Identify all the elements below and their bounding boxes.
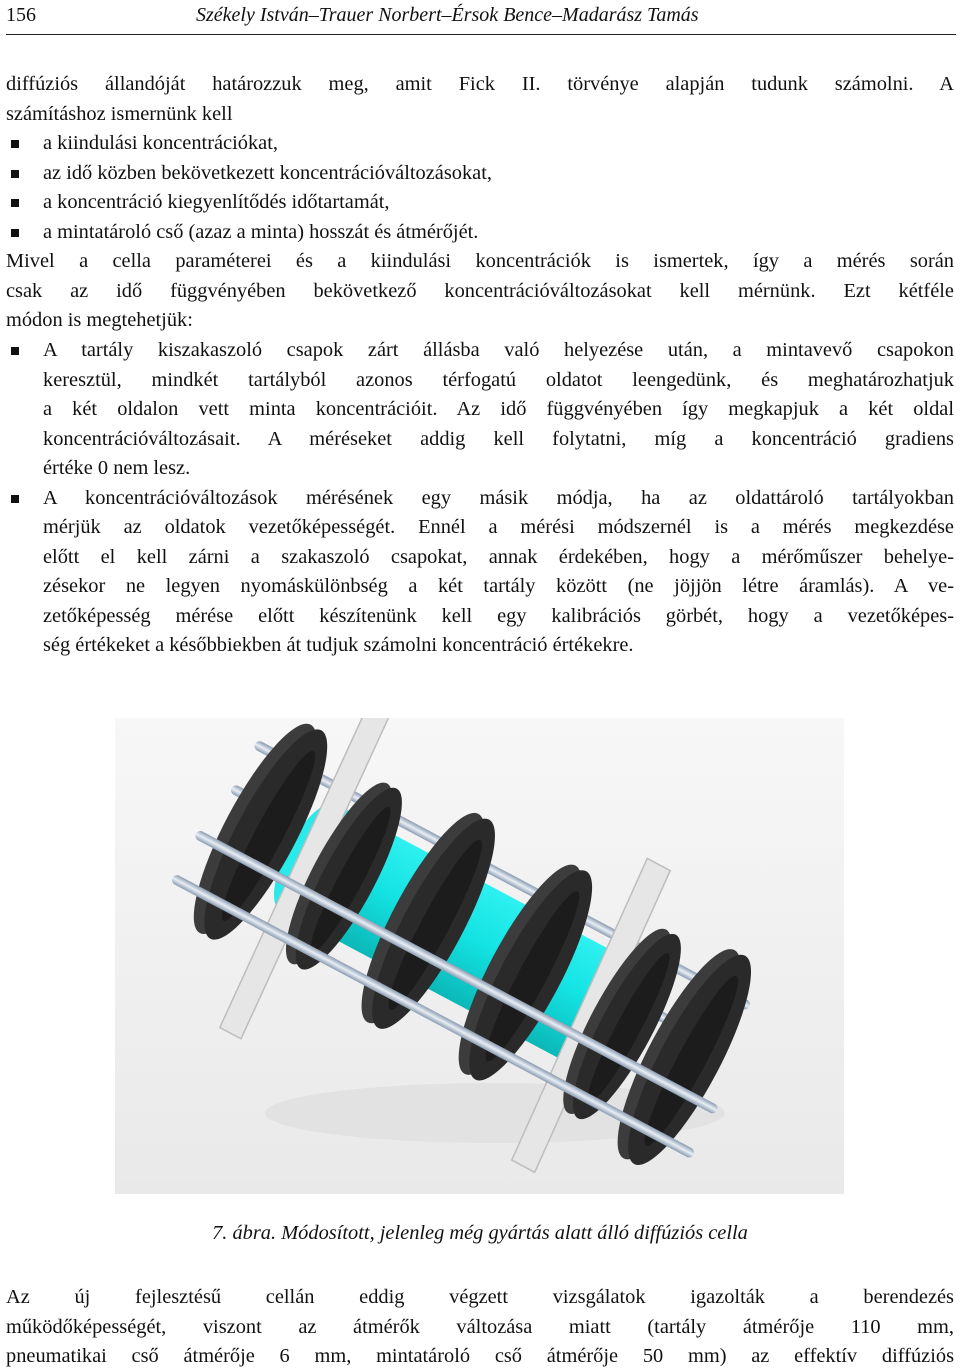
list-item: A tartály kiszakaszoló csapok zárt állásba való helyezése után, a mintavevő csapokon keresztül, mindkét tartályból azonos térfogatú oldatot leengedünk, és meghatározhatjuk a két oldalon vett minta koncentrációit. Az idő függvényében így megkapjuk a két oldal koncentrációváltozásait. A méréseket addig kell folytatni, míg a koncentráció gradiens értéke 0 nem lesz.: [6, 336, 954, 484]
requirements-list: [6, 129, 954, 247]
bullet-square-icon: [11, 347, 19, 355]
bullet-square-icon: [11, 199, 19, 207]
running-header: [6, 4, 956, 34]
text-line: diffúziós állandóját határozzuk meg, amit Fick II. törvénye alapján tudunk számolni. A: [6, 73, 954, 95]
text-line: számításhoz ismernünk kell: [6, 102, 233, 125]
measurement-paragraph: [6, 247, 954, 336]
closing-paragraph: [6, 1283, 954, 1372]
figure-caption: 7. ábra. Módosított, jelenleg még gyártás alatt álló diffúziós cella: [212, 1222, 748, 1244]
bullet-square-icon: [11, 229, 19, 237]
text-line: Mivel a cella paraméterei és a kiindulási koncentrációk is ismertek, így a mérés során: [6, 250, 954, 272]
running-authors: Székely István–Trauer Norbert–Érsok Bence–Madarász Tamás: [196, 4, 699, 26]
list-item: a mintatároló cső (azaz a minta) hosszát és átmérőjét.: [6, 218, 954, 248]
diffusion-cell-figure: [115, 718, 844, 1194]
text-line: csak az idő függvényében bekövetkező koncentrációváltozásokat kell mérnünk. Ezt kétféle: [6, 279, 954, 302]
list-item: A koncentrációváltozások mérésének egy másik módja, ha az oldattároló tartályokban mérjük az oldatok vezetőképességét. Ennél a mérési módszernél is a mérés megkezdése előtt el kell zárni a szakaszoló csapokat, annak érdekében, hogy a mérőműszer behelye- zésekor ne legyen nyomáskülönbség a két tartály között (ne jöjjön létre áramlás). A ve- zetőképesség mérése előtt készítenünk kell egy kalibrációs görbét, hogy a vezetőképes- ség értékeket a későbbiekben át tudjuk számolni koncentráció értékekre.: [6, 484, 954, 661]
text-line: Az új fejlesztésű cellán eddig végzett vizsgálatok igazolták a berendezés: [6, 1286, 954, 1308]
list-item: a kiindulási koncentrációkat,: [6, 129, 954, 159]
bullet-square-icon: [11, 140, 19, 148]
bullet-square-icon: [11, 495, 19, 503]
diffusion-cell-illustration: [115, 718, 844, 1194]
page-number: 156: [6, 4, 36, 26]
bullet-square-icon: [11, 170, 19, 178]
text-line: módon is megtehetjük:: [6, 309, 193, 331]
intro-paragraph: [6, 70, 954, 129]
text-line: pneumatikai cső átmérője 6 mm, mintatároló cső átmérője 50 mm) az effektív diffúziós: [6, 1345, 954, 1367]
list-item: az idő közben bekövetkezett koncentrációváltozásokat,: [6, 159, 954, 189]
header-rule: [6, 34, 956, 35]
methods-list: [6, 336, 954, 661]
text-line: működőképességét, viszont az átmérők változása miatt (tartály átmérője 110 mm,: [6, 1315, 954, 1338]
list-item: a koncentráció kiegyenlítődés időtartamát,: [6, 188, 954, 218]
